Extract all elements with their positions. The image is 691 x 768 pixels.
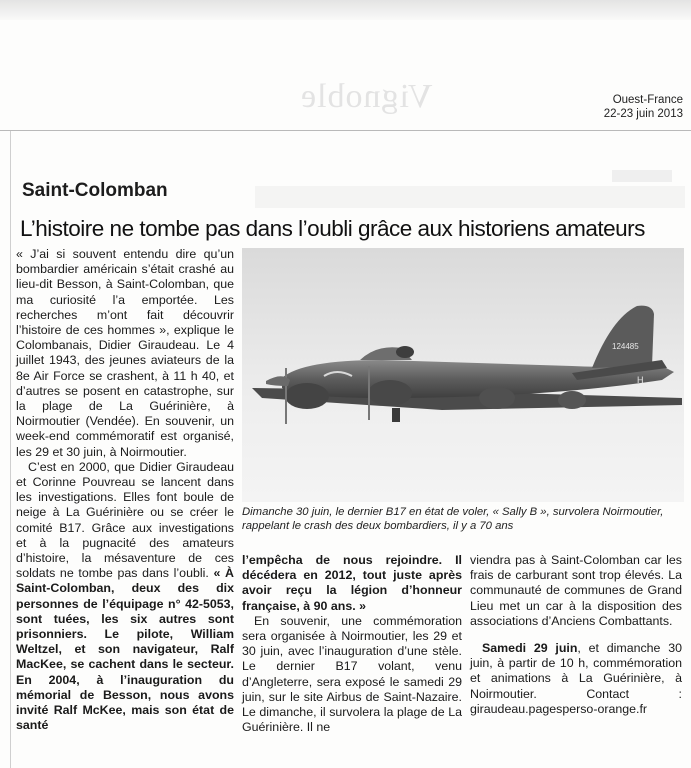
article-headline: L’histoire ne tombe pas dans l’oubli grâce aux historiens amateurs <box>20 216 645 241</box>
publication-date: 22-23 juin 2013 <box>603 108 683 120</box>
paragraph: viendra pas à Saint-Colomban car les frais de carburant sont trop élevés. La communauté de communes de Grand Lieu met un car à la disposition des associations d’Anciens Combattants. <box>470 553 682 628</box>
event-details: , et dimanche 30 juin, à partir de 10 h, commémoration et animations à La Guérinière, à Noirmoutier. Contact : giraudeau.pagesperso-orange.fr <box>470 641 682 716</box>
landing-gear-shape <box>392 408 400 422</box>
engine-shape <box>479 387 515 409</box>
article-column-2 <box>242 553 462 735</box>
engine-shape <box>368 380 412 406</box>
engine-shape <box>285 383 329 409</box>
source-info <box>604 93 683 121</box>
tail-number-text: 124485 <box>612 342 639 351</box>
top-divider <box>0 130 691 131</box>
left-divider <box>10 131 11 768</box>
paragraph-text: C’est en 2000, que Didier Giraudeau et Corinne Pouvreau se lancent dans les investigations. Elles font boule de neige à La Guérinière ou se créer le comité B17. Grâce aux investigations et à la pugnacité des amateurs d’histoire, la mésaventure de ces soldats ne tombe pas dans l’oubli. <box>16 459 234 581</box>
paragraph: l’empêcha de nous rejoindre. Il décédera en 2012, tout juste après avoir reçu la légion d’honneur française, à 90 ans. » <box>242 553 462 613</box>
squadron-mark-text: H <box>637 375 644 385</box>
paragraph <box>470 641 682 717</box>
photo-caption: Dimanche 30 juin, le dernier B17 en état de voler, « Sally B », survolera Noirmoutier, rappelant le crash des deux bombardiers, il y a 70 ans <box>242 506 664 532</box>
tail-fin-shape <box>592 306 654 368</box>
bleed-through-small <box>612 170 672 182</box>
quote-bold: « À Saint-Colomban, deux des dix personnes de l’équipage n° 42-5053, sont tuées, les six autres sont prisonniers. Le pilote, William Weltzel, et son navigateur, Ralf MacKee, se cachent dans le secteur. En 2004, à l’inauguration du mémorial de Besson, nous avons invité Ralf McKee, mais son état de santé <box>16 566 234 733</box>
engine-shape <box>558 391 586 409</box>
bleed-through <box>0 0 691 20</box>
bleed-through-word: Vignoble <box>300 78 433 115</box>
bleed-through-headline <box>255 186 685 208</box>
paragraph: En souvenir, une commémoration sera organisée à Noirmoutier, les 29 et 30 juin, avec l’inauguration d’une stèle. Le dernier B17 volant, venu d’Angleterre, sera exposé le samedi 29 juin, sur le site Airbus de Saint-Nazaire. Le dimanche, il survolera la plage de La Guérinière. Il ne <box>242 613 462 735</box>
nose-shape <box>266 376 290 386</box>
publication-name: Ouest-France <box>612 94 683 106</box>
paragraph <box>16 460 234 734</box>
b17-bomber-illustration <box>242 248 684 502</box>
b17-bomber-photo <box>242 248 684 502</box>
rubric-heading: Saint-Colomban <box>22 180 168 201</box>
event-date-bold: Samedi 29 juin <box>482 641 578 656</box>
paragraph: « J’ai si souvent entendu dire qu’un bombardier américain s’était crashé au lieu-dit Besson, à Saint-Colomban, que ma curiosité l’a emportée. Les recherches m’ont fait découvrir l’histoire de ces hommes », explique le Colombanais, Didier Giraudeau. Le 4 juillet 1943, des jeunes aviateurs de la 8e Air Force se crashent, à 11 h 40, et d’autres se posent en catastrophe, sur la plage de La Guérinière, à Noirmoutier (Vendée). En souvenir, un week-end commémoratif est organisé, les 29 et 30 juin, à Noirmoutier. <box>16 247 234 459</box>
article-column-3 <box>470 553 682 717</box>
turret-shape <box>396 346 414 358</box>
article-column-1 <box>16 247 234 734</box>
